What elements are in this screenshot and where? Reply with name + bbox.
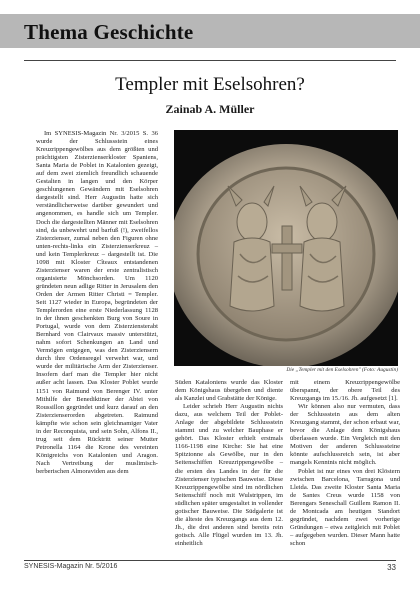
keystone-image <box>174 130 398 366</box>
page-number: 33 <box>387 563 396 572</box>
column-3-paragraph: Poblet ist nur eines von drei Klöstern zwischen Barcelona, Tarragona und Lleida. Das zweite Kloster Santa Maria de Santes Creus wurde 1158 von Berengars Seneschall Guillem Ramon II. de Montcada am heutigen Standort gegründet, nachdem zwei vorherige Gründungen – etwa zeitgleich mit Poblet – aufgegeben wurden. Dieser Mann hatte schon <box>290 467 400 547</box>
photo-caption: Die „Templer mit den Eselsohren" (Foto: Augustin) <box>286 367 398 373</box>
section-title: Thema Geschichte <box>24 20 194 44</box>
column-3-paragraph: Wir können also nur vermuten, dass der Schlussstein aus dem alten Kreuzgang stammt, der schon erbaut war, bevor die Anlage dem Königshaus überlassen wurde. Ein Vergleich mit den Motiven der anderen Schlusssteine könnte aufschlussreich sein, ist aber mangels Kenntnis nicht möglich. <box>290 403 400 467</box>
column-2-paragraph: Süden Kataloniens wurde das Kloster dem Königshaus übergeben und diente als Kanzlei und Grabstätte der Könige. <box>175 379 283 403</box>
footer-rule <box>24 560 396 561</box>
text-column-2 <box>175 379 283 548</box>
text-column-1 <box>36 130 158 476</box>
text-column-3 <box>290 379 400 548</box>
article-title: Templer mit Eselsohren? <box>115 74 305 95</box>
column-2-paragraph: Leider schrieb Herr Augustin nichts dazu, aus welchem Teil der Poblet-Anlage der abgebildete Schlussstein stammt und zu welcher Bauphase er gehört. Das Kloster erhielt erstmals 1166-1198 eine Kirche: Sie hat eine Spitztonne als Gewölbe, nur in den Seitenschiffen Kreuzrippengewölbe – die ersten des Landes in der für die Zisterzienser typischen Bauweise. Diese Kreuzrippengewölbe sind im nördlichen Seitenschiff noch mit Wulstrippen, im südlichen später umgestaltet in vollender gotischer Bauweise. Die Südgalerie ist die älteste des Kreuzgangs aus dem 12. Jh., die drei anderen sind bereits rein gotisch. Alle Flügel wurden im 13. Jh. einheitlich <box>175 403 283 547</box>
column-1-paragraph: Im SYNESIS-Magazin Nr. 3/2015 S. 36 wurde der Schlussstein eines Kreuzrippengewölbes aus dem größten und prächtigsten Zisterzienserkloster Spaniens, Santa Maria de Poblet in Katalonien gezeigt, auf dem zwei ziemlich freundlich schauende Gestalten in langen und den Körper geschlungenen Gewändern mit Eselsohren dargestellt sind. Herr Augustin hatte sich verständlicherweise darüber gewundert und angenommen, es handle sich um Templer. Doch die dargestellten Männer mit Eselsohren sind, da unbewehrt und barfuß (!), zweifellos Zisterzienser, zumal neben den Figuren ohne unten-rechts-links ein Zisterzienserkreuz – und kein Templerkreuz – dargestellt ist. Die 1098 mit Kloster Cîteaux entstandenen Zisterzienser waren der erste zentralistisch organisierte Mönchsorden. Um 1120 gründeten neun adlige Ritter in Jerusalem den Orden der Armen Ritter Christi = Templer. Seit 1127 wieder in Europa, begründeten der Templerorden eine erste Niederlassung 1128 in der ihnen geschenkten Burg von Soure in Portugal, wurde von dem Zisterziensterabt Bernhard von Clairvaux massiv unterstützt, nahm sofort Schenkungen an Land und Vermögen entgegen, was den Zisterziensern durch ihre Ordensregel verwehrt war, und wurde der militärische Arm der Zisterzienser. Insofern darf man die Templer hier nicht außer acht lassen. Das Kloster Poblet wurde 1151 von Raimund von Berenger IV. unter Mithilfe der Benediktiner der Abtei von Roussillon gegründet und kurz darauf an den Zisterzienserorden abgetreten. Raimund kämpfte wie schon sein gleichnamiger Vater in der Reconquista, und sein Sohn, Alfons II., trug seit dem Rücktritt seiner Mutter Petronella 1164 die Krone des vereinten Königreichs von Katalonien und Aragon. Nach Vertreibung der muslimisch-berberischen Almoraviden aus dem <box>36 130 158 475</box>
header-rule <box>24 60 396 61</box>
footer-magazine: SYNESIS-Magazin Nr. 5/2016 <box>24 563 118 570</box>
article-author: Zainab A. Müller <box>165 102 255 116</box>
keystone-photo <box>174 130 398 366</box>
column-3-paragraph: mit einem Kreuzrippengewölbe überspannt, der obere Teil des Kreuzgangs im 15./16. Jh. aufgesetzt [1]. <box>290 379 400 403</box>
